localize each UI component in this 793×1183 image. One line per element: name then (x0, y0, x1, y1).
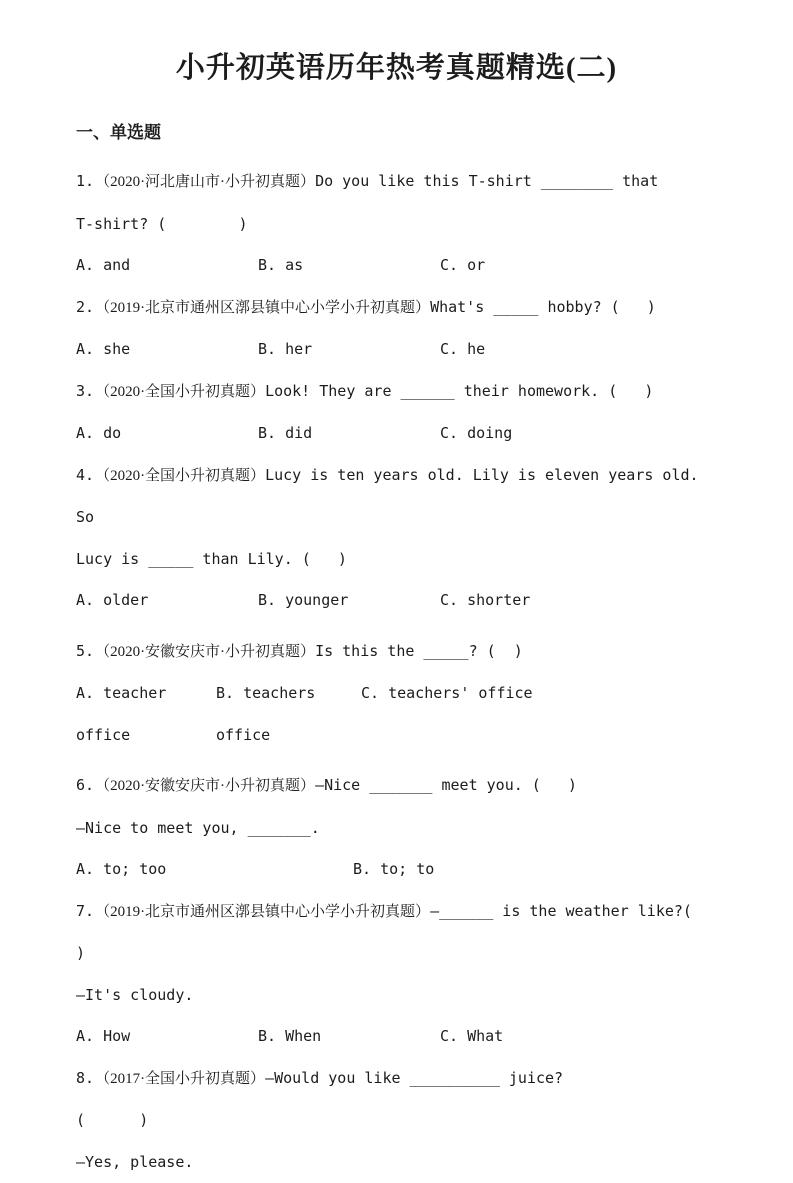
options-row (76, 580, 717, 622)
question-line (76, 161, 717, 204)
question-line (76, 371, 717, 414)
options-row (76, 245, 717, 287)
question-number: 6. (76, 776, 95, 795)
question-block-2 (76, 287, 717, 371)
options-row (76, 329, 717, 371)
question-text: —______ is the weather like?( ) (76, 901, 738, 963)
option-b: B. teachers office (216, 684, 325, 744)
question-line (76, 891, 738, 975)
option-c: C. teachers' office (361, 684, 533, 703)
question-line: ( ) (76, 1111, 149, 1130)
question-line (76, 631, 717, 674)
question-line (76, 1058, 717, 1101)
question-line: T-shirt? ( ) (76, 214, 248, 233)
question-line: —Nice to meet you, _______. (76, 818, 320, 837)
question-block-1 (76, 161, 717, 287)
option-c: C. What (440, 1027, 504, 1046)
question-source: （2020·全国小升初真题） (95, 383, 266, 400)
option-c: C. he (440, 340, 486, 359)
option-a: A. and (76, 256, 131, 275)
question-source: （2020·全国小升初真题） (95, 467, 266, 484)
question-source: （2020·河北唐山市·小升初真题） (95, 174, 316, 191)
question-number: 7. (76, 901, 95, 920)
question-block-8 (76, 1058, 717, 1183)
options-row (76, 413, 717, 455)
question-text: Do you like this T-shirt ________ that (315, 172, 659, 191)
page-title: 小升初英语历年热考真题精选(二) (175, 52, 618, 84)
option-a: A. she (76, 340, 131, 359)
question-number: 1. (76, 172, 95, 191)
section-heading: 一、单选题 (76, 123, 161, 143)
question-number: 3. (76, 381, 95, 400)
question-number: 8. (76, 1068, 95, 1087)
options-row (76, 673, 717, 756)
option-c: C. shorter (440, 591, 531, 610)
question-text: What's _____ hobby? ( ) (430, 297, 656, 316)
question-block-5 (76, 631, 717, 757)
question-number: 4. (76, 465, 95, 484)
question-line: —It's cloudy. (76, 985, 194, 1004)
option-b: B. as (258, 256, 304, 275)
option-a: A. do (76, 424, 122, 443)
option-a: A. older (76, 591, 149, 610)
options-row (76, 1016, 717, 1058)
option-b: B. did (258, 424, 313, 443)
question-source: （2017·全国小升初真题） (95, 1070, 266, 1087)
option-b: B. When (258, 1027, 322, 1046)
option-c: C. or (440, 256, 486, 275)
question-block-4 (76, 455, 717, 622)
option-b: B. her (258, 340, 313, 359)
question-block-7 (76, 891, 738, 1058)
option-a: A. to; too (76, 860, 167, 879)
question-text: Look! They are ______ their homework. ( ) (265, 381, 654, 400)
question-block-6 (76, 765, 717, 891)
question-number: 5. (76, 641, 95, 660)
question-text: Is this the _____? ( ) (315, 641, 523, 660)
question-line (76, 455, 717, 539)
question-text: —Would you like __________ juice? (265, 1068, 564, 1087)
options-row (76, 849, 717, 891)
question-line: Lucy is _____ than Lily. ( ) (76, 549, 347, 568)
question-text: Lucy is ten years old. Lily is eleven years old. So (76, 465, 708, 527)
question-source: （2020·安徽安庆市·小升初真题） (95, 778, 316, 795)
question-source: （2019·北京市通州区漷县镇中心小学小升初真题） (95, 299, 431, 316)
question-source: （2020·安徽安庆市·小升初真题） (95, 643, 316, 660)
option-b: B. to; to (353, 860, 435, 879)
question-block-3 (76, 371, 717, 455)
option-c: C. doing (440, 424, 513, 443)
question-line (76, 287, 717, 330)
question-source: （2019·北京市通州区漷县镇中心小学小升初真题） (95, 903, 431, 920)
option-a: A. teacher office (76, 684, 176, 744)
question-line (76, 765, 717, 808)
question-line: —Yes, please. (76, 1152, 194, 1171)
question-text: —Nice _______ meet you. ( ) (315, 776, 577, 795)
question-list (76, 161, 738, 1183)
question-number: 2. (76, 297, 95, 316)
option-a: A. How (76, 1027, 131, 1046)
option-b: B. younger (258, 591, 349, 610)
